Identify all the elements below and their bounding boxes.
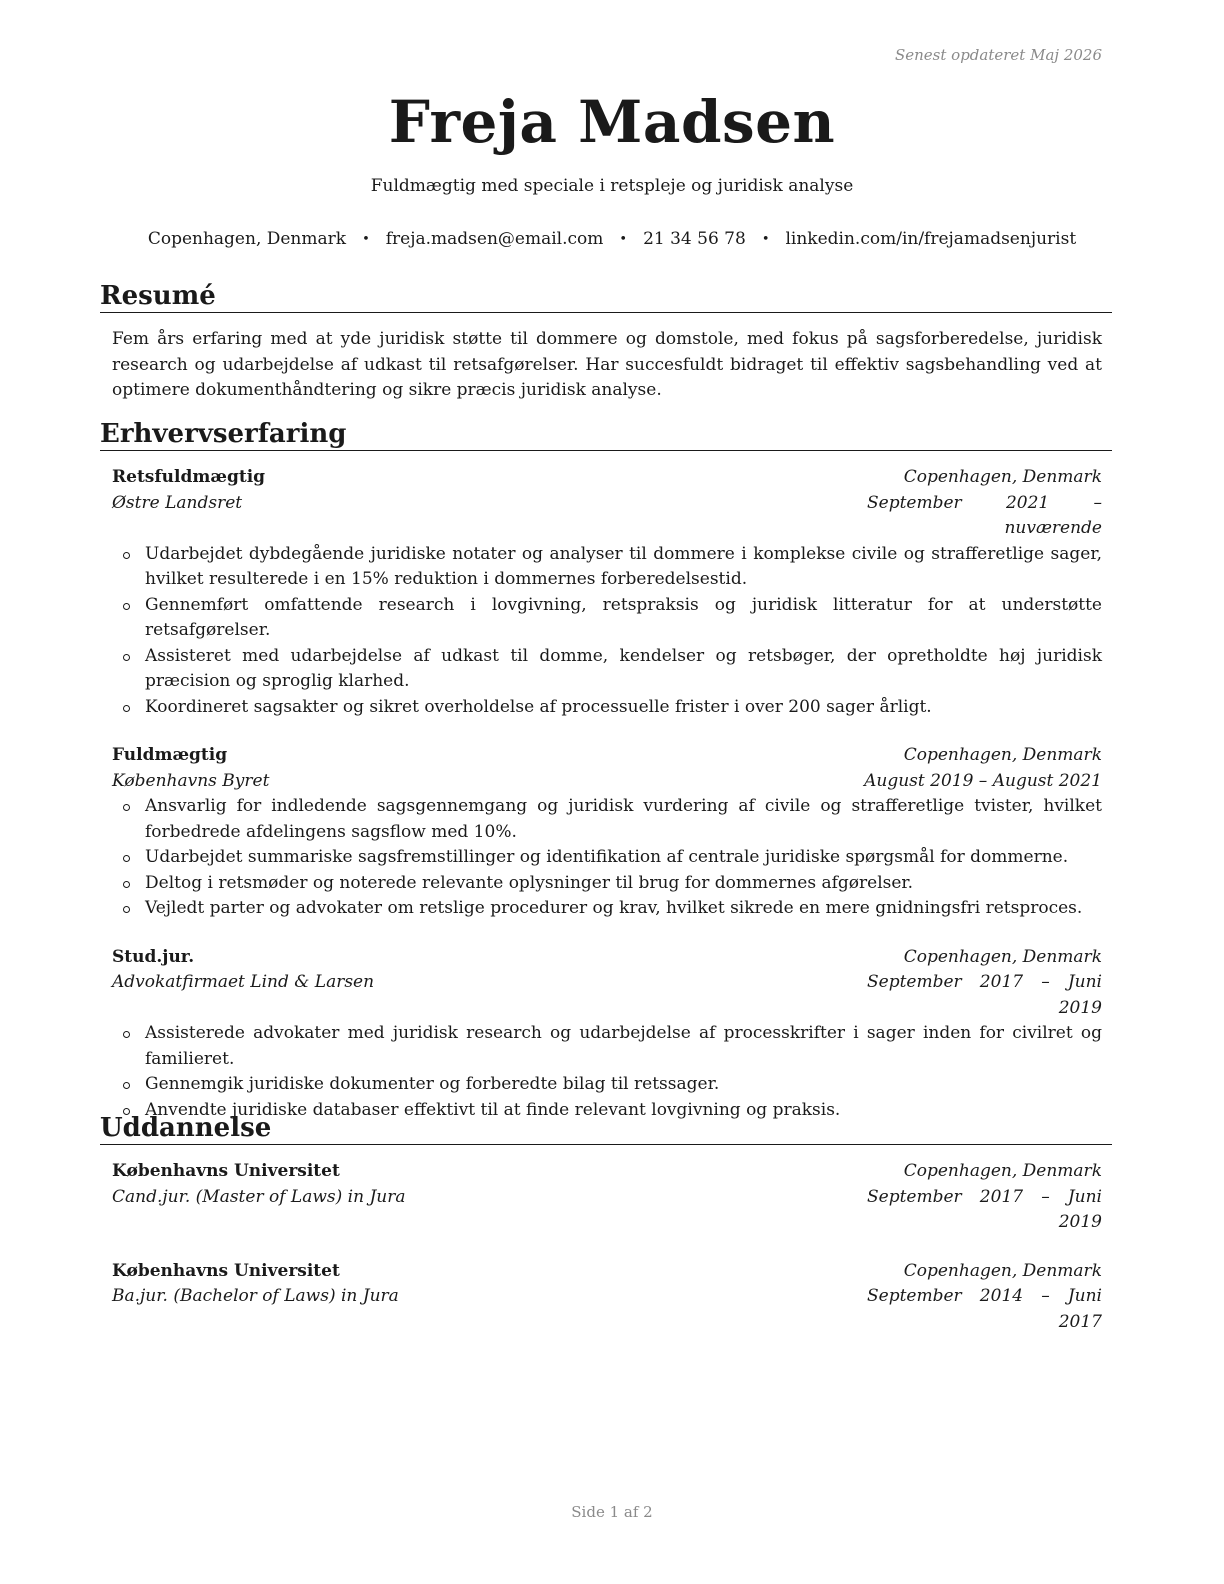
- list-item: Anvendte juridiske databaser effektivt til at finde relevant lovgivning og praksis.: [145, 1098, 1102, 1124]
- degree: Cand.jur. (Master of Laws) in Jura: [112, 1186, 406, 1207]
- list-item: Assisteret med udarbejdelse af udkast til domme, kendelser og retsbøger, der opretholdte høj juridisk præcision og sproglig klarhed.: [145, 644, 1102, 695]
- contact-line: [0, 229, 1224, 249]
- school-location: Copenhagen, Denmark: [903, 1260, 1102, 1281]
- summary-section: [100, 281, 1112, 404]
- contact-email[interactable]: freja.madsen@email.com: [385, 229, 604, 249]
- bullet-icon: [123, 906, 130, 913]
- education-dates: September 2017 – Juni 2019: [867, 1186, 1102, 1232]
- section-heading-summary: Resumé: [100, 281, 1112, 313]
- list-item: Udarbejdet summariske sagsfremstillinger og identifikation af centrale juridiske spørgsmål for dommerne.: [145, 845, 1102, 871]
- section-heading-education: Uddannelse: [100, 1113, 1112, 1145]
- list-item: Deltog i retsmøder og noterede relevante oplysninger til brug for dommernes afgørelser.: [145, 871, 1102, 897]
- job-dates: August 2019 – August 2021: [864, 770, 1102, 791]
- bullet-icon: [123, 603, 130, 610]
- separator-dot: •: [362, 232, 370, 247]
- contact-linkedin[interactable]: linkedin.com/in/frejamadsenjurist: [785, 229, 1077, 249]
- education-dates: September 2014 – Juni 2017: [867, 1286, 1102, 1332]
- separator-dot: •: [619, 232, 628, 247]
- education-entry: [112, 1159, 1102, 1236]
- job-title: Retsfuldmægtig: [112, 467, 266, 487]
- list-item: Gennemført omfattende research i lovgivning, retspraksis og juridisk litteratur for at understøtte retsafgørelser.: [145, 593, 1102, 644]
- bullet-icon: [123, 804, 130, 811]
- bullet-icon: [123, 881, 130, 888]
- list-item: Udarbejdet dybdegående juridiske notater og analyser til dommere i komplekse civile og strafferetlige sager, hvilket resulterede i en 15% reduktion i dommernes forberedelsestid.: [145, 542, 1102, 593]
- bullet-icon: [123, 552, 130, 559]
- last-updated: Senest opdateret Maj 2026: [894, 46, 1102, 64]
- job-bullets: [112, 542, 1102, 721]
- job-bullets: [112, 1021, 1102, 1123]
- job-location: Copenhagen, Denmark: [903, 467, 1102, 487]
- school-location: Copenhagen, Denmark: [903, 1161, 1102, 1181]
- bullet-icon: [123, 855, 130, 862]
- list-item: Koordineret sagsakter og sikret overholdelse af processuelle frister i over 200 sager årligt.: [145, 695, 1102, 721]
- job-employer: Østre Landsret: [112, 492, 243, 513]
- separator-dot: •: [761, 232, 770, 247]
- job-entry: [112, 945, 1102, 1124]
- job-bullets: [112, 794, 1102, 922]
- bullet-icon: [123, 1082, 130, 1089]
- job-dates: September 2017 – Juni 2019: [867, 972, 1102, 1018]
- job-location: Copenhagen, Denmark: [903, 946, 1102, 967]
- bullet-icon: [123, 654, 130, 661]
- list-item: Ansvarlig for indledende sagsgennemgang og juridisk vurdering af civile og strafferetlige tvister, hvilket forbedrede afdelingens sagsflow med 10%.: [145, 794, 1102, 845]
- job-title: Fuldmægtig: [112, 745, 228, 765]
- section-heading-experience: Erhvervserfaring: [100, 419, 1112, 451]
- candidate-name: Freja Madsen: [388, 88, 836, 156]
- education-entry: [112, 1259, 1102, 1336]
- contact-location: Copenhagen, Denmark: [147, 229, 347, 249]
- job-employer: Advokatfirmaet Lind & Larsen: [112, 972, 375, 992]
- job-employer: Københavns Byret: [112, 770, 270, 791]
- job-entry: [112, 465, 1102, 720]
- job-dates: September 2021 – nuværende: [867, 492, 1102, 538]
- tagline: Fuldmægtig med speciale i retspleje og juridisk analyse: [370, 176, 854, 196]
- job-title: Stud.jur.: [112, 946, 195, 967]
- job-location: Copenhagen, Denmark: [903, 745, 1102, 765]
- degree: Ba.jur. (Bachelor of Laws) in Jura: [112, 1286, 399, 1306]
- summary-text: Fem års erfaring med at yde juridisk støtte til dommere og domstole, med fokus på sagsforberedelse, juridisk research og udarbejdelse af udkast til retsafgørelser. Har succesfuldt bidraget til effektiv sagsbehandling ved at optimere dokumenthåndtering og sikre præcis juridisk analyse.: [112, 329, 1102, 400]
- job-entry: [112, 743, 1102, 922]
- bullet-icon: [123, 1031, 130, 1038]
- list-item: Vejledt parter og advokater om retslige procedurer og krav, hvilket sikrede en mere gnidningsfri retsproces.: [145, 896, 1102, 922]
- school-name: Københavns Universitet: [112, 1161, 340, 1181]
- experience-section: [100, 419, 1112, 1123]
- education-section: [100, 1113, 1112, 1335]
- school-name: Københavns Universitet: [112, 1260, 340, 1281]
- page-number: Side 1 af 2: [571, 1503, 653, 1521]
- contact-phone[interactable]: 21 34 56 78: [643, 229, 746, 249]
- list-item: Gennemgik juridiske dokumenter og forberedte bilag til retssager.: [145, 1072, 1102, 1098]
- list-item: Assisterede advokater med juridisk research og udarbejdelse af processkrifter i sager inden for civilret og familieret.: [145, 1021, 1102, 1072]
- bullet-icon: [123, 705, 130, 712]
